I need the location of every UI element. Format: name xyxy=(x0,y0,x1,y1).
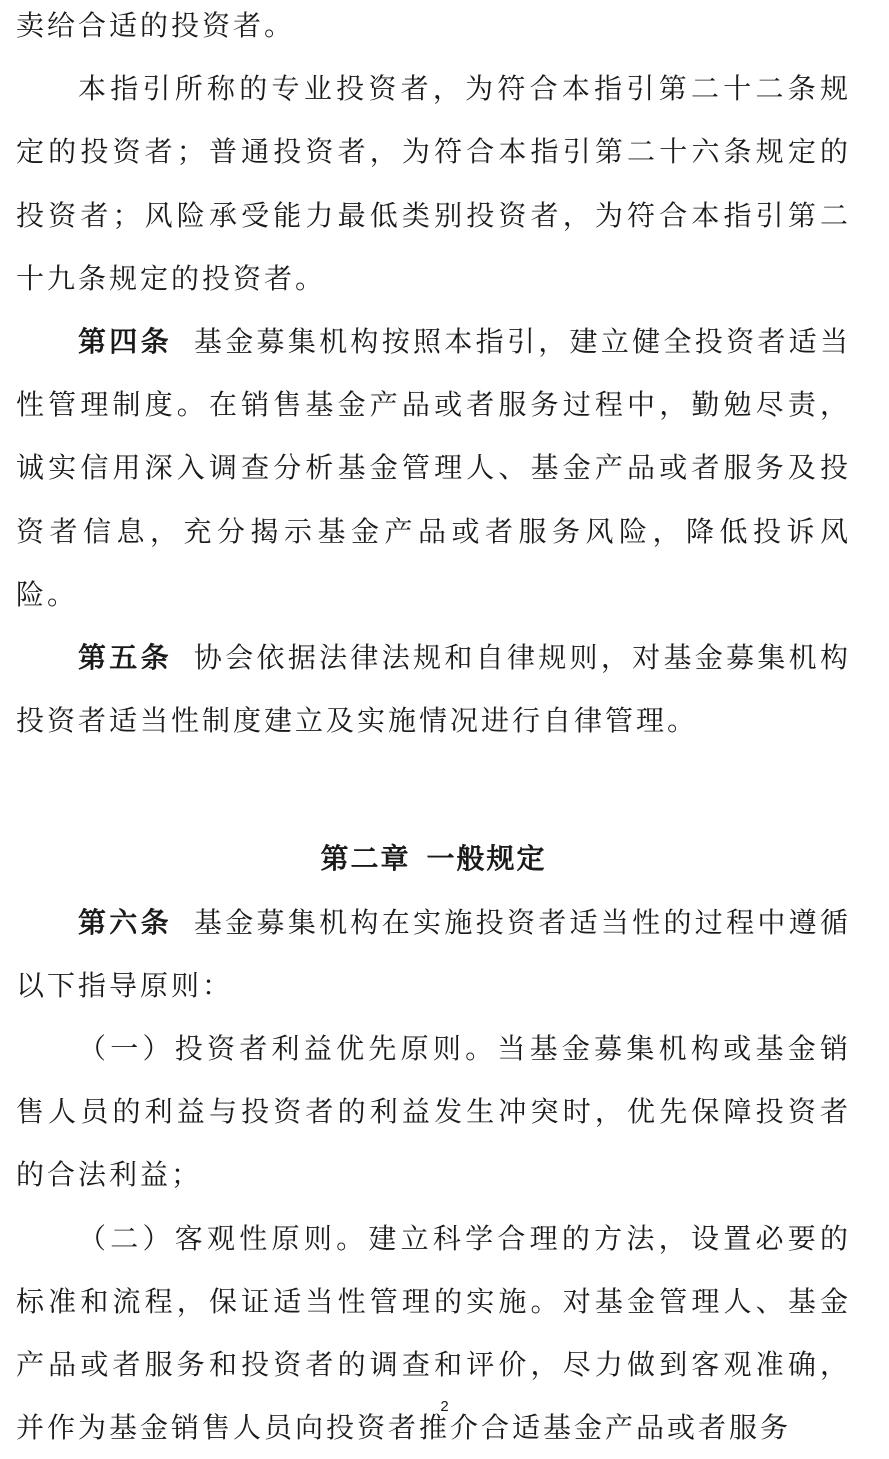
chapter-heading xyxy=(16,815,851,890)
principle-1 xyxy=(16,1017,851,1207)
article-6-number: 第六条 xyxy=(78,905,172,939)
article-4-number: 第四条 xyxy=(78,325,172,359)
article-6 xyxy=(16,891,851,1017)
article-5 xyxy=(16,626,851,752)
article-4 xyxy=(16,310,851,626)
article-5-text: 协会依据法律法规和自律规则，对基金募集机构投资者适当性制度建立及实施情况进行自律管理。 xyxy=(16,641,851,738)
paragraph-continuation xyxy=(16,0,851,57)
page-number: 2 xyxy=(440,1398,449,1415)
paragraph-definitions xyxy=(16,57,851,310)
document-body xyxy=(16,0,851,1459)
principle-2 xyxy=(16,1207,851,1459)
principle-2-text: （二）客观性原则。建立科学合理的方法，设置必要的标准和流程，保证适当性管理的实施。对基金管理人、基金产品或者服务和投资者的调查和评价，尽力做到客观准确，并作为基金销售人员向投资者推介合适基金产品或者服务 xyxy=(16,1221,851,1445)
section-spacer xyxy=(16,752,851,815)
definitions-text: 本指引所称的专业投资者，为符合本指引第二十二条规定的投资者；普通投资者，为符合本指引第二十六条规定的投资者；风险承受能力最低类别投资者，为符合本指引第二十九条规定的投资者。 xyxy=(16,72,851,295)
continuation-text: 卖给合适的投资者。 xyxy=(16,9,296,42)
article-4-text: 基金募集机构按照本指引，建立健全投资者适当性管理制度。在销售基金产品或者服务过程中，勤勉尽责，诚实信用深入调查分析基金管理人、基金产品或者服务及投资者信息，充分揭示基金产品或者服务风险，降低投诉风险。 xyxy=(16,325,851,611)
article-5-number: 第五条 xyxy=(78,641,172,675)
article-6-text: 基金募集机构在实施投资者适当性的过程中遵循以下指导原则： xyxy=(16,905,851,1002)
chapter-number: 第二章 xyxy=(320,842,411,876)
chapter-title: 一般规定 xyxy=(426,842,547,876)
principle-1-text: （一）投资者利益优先原则。当基金募集机构或基金销售人员的利益与投资者的利益发生冲突时，优先保障投资者的合法利益； xyxy=(16,1032,851,1192)
